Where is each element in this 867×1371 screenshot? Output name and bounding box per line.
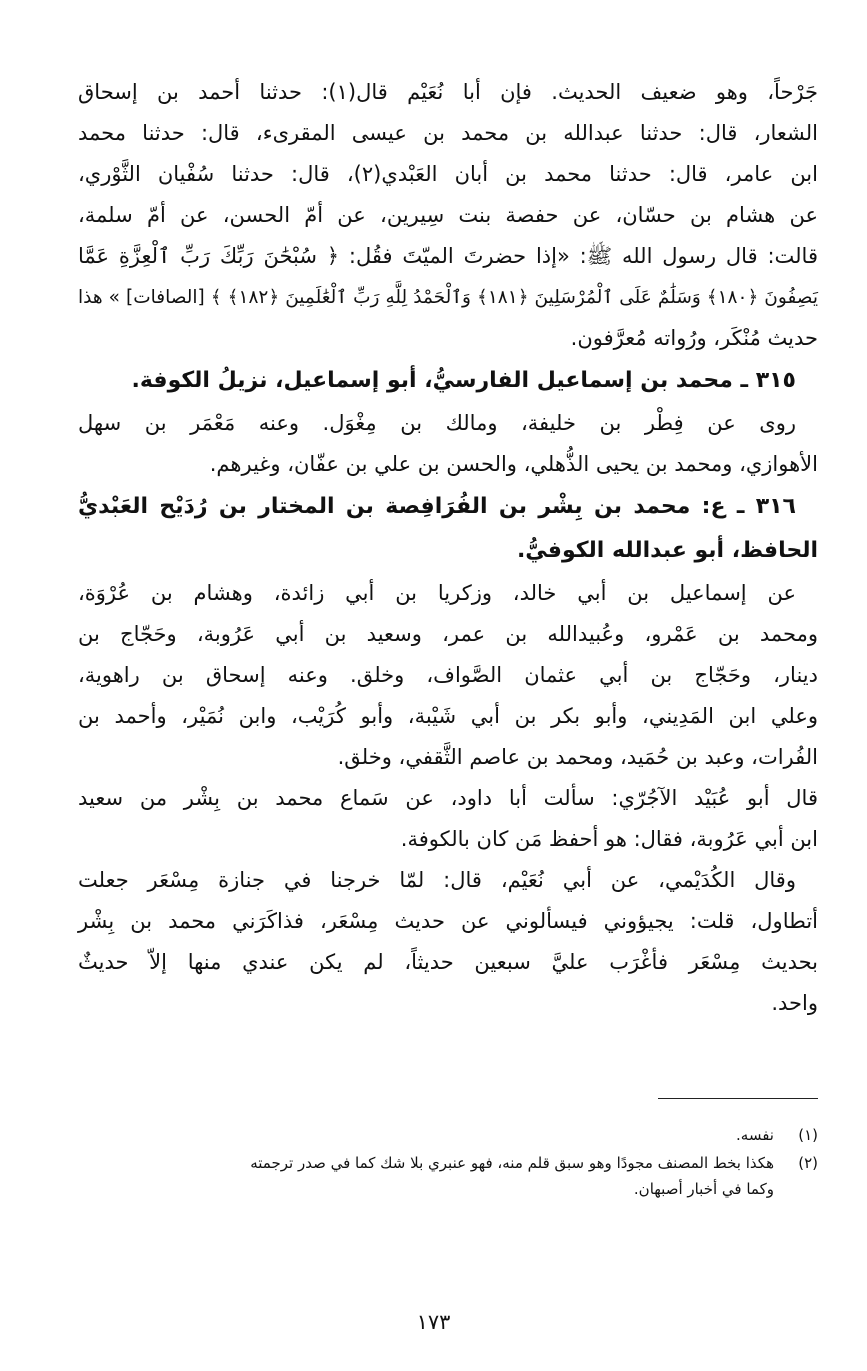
text-line: ابن أبي عَرُوبة، فقال: هو أحفظ مَن كان بالكوفة. [400, 827, 818, 851]
text-line: وعلي ابن المَدِيني، وأبو بكر بن أبي شَيْبة، وأبو كُرَيْب، وابن نُمَيْر، وأحمد بن [78, 704, 818, 728]
paragraph-315 [78, 403, 818, 485]
paragraph-316-narrators [78, 573, 818, 778]
heading-line: الحافظ، أبو عبدالله الكوفيُّ. [516, 538, 818, 563]
footnote-number: (١) [798, 1126, 818, 1144]
text-line: عن إسماعيل بن أبي خالد، وزكريا بن أبي زائدة، وهشام بن عُرْوَة، [78, 581, 796, 605]
entry-heading-315 [78, 359, 818, 403]
footnote-text [78, 1150, 774, 1202]
text-line: عن هشام بن حسّان، عن حفصة بنت سِيرين، عن أمّ الحسن، عن أمّ سلمة، [78, 203, 818, 227]
heading-line: ٣١٥ ـ محمد بن إسماعيل الفارسيُّ، أبو إسماعيل، نزيلُ الكوفة. [131, 368, 796, 393]
footnote-2 [78, 1150, 818, 1202]
text-line: الأهوازي، ومحمد بن يحيى الذُّهلي، والحسن بن علي بن عفّان، وغيرهم. [209, 452, 818, 476]
text-line: قالت: قال رسول الله ﷺ: «إذا حضرتَ الميّتَ فقُل: ﴿ سُبْحَٰنَ رَبِّكَ رَبِّ ٱلْعِزَّةِ عَمَّا [78, 244, 818, 268]
text-line: حديث مُنْكَر، ورُواته مُعرَّفون. [570, 326, 818, 350]
footnote-line: نفسه. [736, 1126, 774, 1144]
text-line: أتطاول، قلت: يجيؤوني فيسألوني عن حديث مِسْعَر، فذاكَرَني محمد بن بِشْر [78, 909, 818, 933]
footnote-line: هكذا بخط المصنف مجودًا وهو سبق قلم منه، فهو عنبري بلا شك كما في صدر ترجمته [250, 1154, 774, 1172]
footnote-1 [78, 1122, 818, 1148]
heading-line: ٣١٦ ـ ع: محمد بن بِشْر بن الفُرَافِصة بن المختار بن رُدَيْح العَبْديُّ [78, 494, 796, 519]
text-line: واحد. [771, 991, 818, 1015]
footnotes [78, 1122, 818, 1204]
text-line: روى عن فِطْر بن خليفة، ومالك بن مِغْوَل. وعنه مَعْمَر بن سهل [78, 411, 796, 435]
footnote-line: وكما في أخبار أصبهان. [633, 1180, 774, 1198]
text-line: قال أبو عُبَيْد الآجُرّي: سألت أبا داود، عن سَماع محمد بن بِشْر من سعيد [78, 786, 818, 810]
text-line: يَصِفُونَ ﴿١٨٠﴾ وَسَلَٰمٌ عَلَى ٱلْمُرْسَلِينَ ﴿١٨١﴾ وَٱلْحَمْدُ لِلَّهِ رَبِّ ٱلْعَٰلَمِينَ ﴿١٨٢﴾ ﴾ [الصافات] » هذا [78, 287, 819, 308]
paragraph-ajurri [78, 778, 818, 860]
paragraph-kudaymi [78, 860, 818, 1024]
footnote-text [78, 1122, 774, 1148]
entry-heading-316 [78, 485, 818, 573]
footnote-number: (٢) [798, 1154, 818, 1172]
text-line: دينار، وحَجّاج بن أبي عثمان الصَّواف، وخلق. وعنه إسحاق بن راهوية، [78, 663, 818, 687]
text-line: وقال الكُدَيْمي، عن أبي نُعَيْم، قال: لمّا خرجنا في جنازة مِسْعَر جعلت [78, 868, 796, 892]
page-number: ١٧٣ [416, 1310, 451, 1334]
text-line: الفُرات، وعبد بن حُمَيد، ومحمد بن عاصم الثَّقفي، وخلق. [337, 745, 818, 769]
text-line: ومحمد بن عَمْرو، وعُبيدالله بن عمر، وسعيد بن أبي عَرُوبة، وحَجّاج بن [78, 622, 818, 646]
text-line: ابن عامر، قال: حدثنا محمد بن أبان العَبْدي(٢)، قال: حدثنا سُفْيان الثَّوْري، [78, 162, 818, 186]
page-body [78, 72, 818, 1024]
text-line: جَرْحاً، وهو ضعيف الحديث. فإن أبا نُعَيْم قال(١): حدثنا أحمد بن إسحاق [78, 80, 818, 104]
footnote-divider [658, 1098, 818, 1099]
text-line: الشعار، قال: حدثنا عبدالله بن محمد بن عيسى المقرىء، قال: حدثنا محمد [78, 121, 818, 145]
text-line: بحديث مِسْعَر فأغْرَب عليَّ سبعين حديثاً، لم يكن عندي منها إلاّ حديثٌ [78, 950, 818, 974]
paragraph-jarh [78, 72, 818, 359]
